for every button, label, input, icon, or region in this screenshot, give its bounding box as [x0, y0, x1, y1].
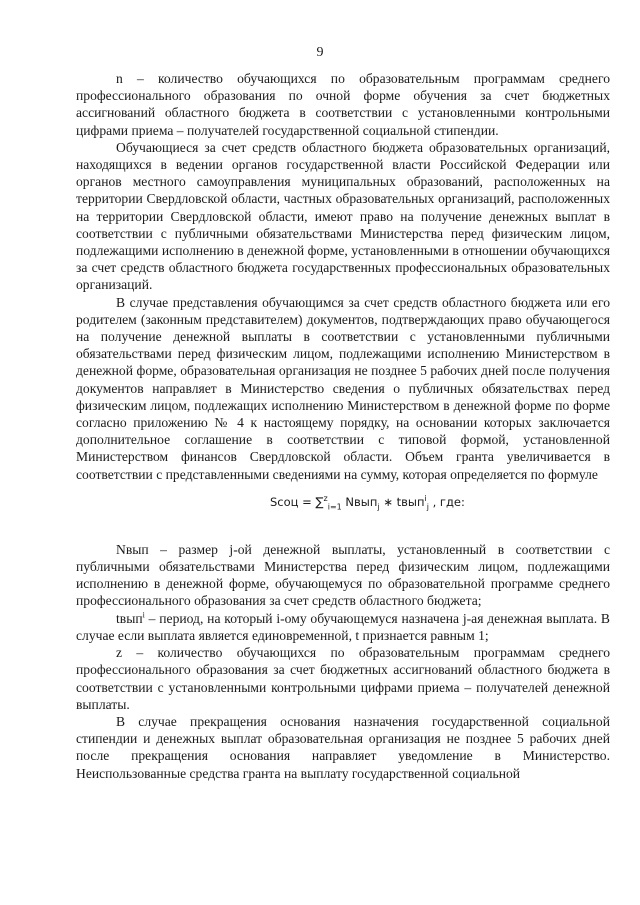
formula-lhs: Sсоц = [270, 494, 316, 509]
formula-term-nvyp-index: j [377, 502, 380, 512]
paragraph: z – количество обучающихся по образовательным программам среднего профессионального образования за счет бюджетных ассигнований областного бюджета в соответствии с установленными контрольными цифрами приема – получателей денежной выплаты. [76, 645, 610, 712]
paragraph-tvyp [76, 610, 610, 644]
formula-tail: , где: [428, 494, 465, 509]
formula-term-nvyp: Nвып [341, 494, 378, 509]
formula-sum-lower: i=1 [327, 502, 342, 512]
tvyp-text: – период, на который i-ому обучающемуся назначена j-ая денежная выплата. В случае если выплата является единовременной, t признается равным 1; [76, 610, 610, 643]
formula-sum-sign: ∑ [315, 494, 324, 509]
page-number: 9 [316, 45, 324, 60]
paragraph: n – количество обучающихся по образовательным программам среднего профессионального образования по очной форме обучения за счет бюджетных ассигнований областного бюджета в соответствии с установленными контрольными цифрами приема – получателей государственной социальной стипендии. [76, 71, 610, 138]
paragraph: В случае представления обучающимся за счет средств областного бюджета или его родителем (законным представителем) документов, подтверждающих право обучающегося на получение денежной выплаты в соответствии с установленными публичными обязательствами перед физическим лицом, подлежащими исполнению Министерством в денежной форме, образовательная организация не позднее 5 рабочих дней после получения документов направляет в Министерство сведения о публичных обязательствах перед физическим лицом, подлежащих исполнению Министерством в денежной форме по форме согласно приложению № 4 к настоящему порядку, на основании которых заключается дополнительное соглашение в соответствии с типовой формой, установленной Министерством финансов Свердловской области. Объем гранта увеличивается в соответствии с представленными сведениями на сумму, которая определяется по формуле [76, 294, 610, 482]
formula-term-tvyp-sub: j [426, 502, 429, 512]
paragraph: В случае прекращения основания назначения государственной социальной стипендии и денежных выплат образовательная организация не позднее 5 рабочих дней после прекращения основания направляет уведомление в Министерство. Неиспользованные средства гранта на выплату государственной социальной [76, 713, 610, 781]
tvyp-sup: i [142, 610, 145, 620]
paragraph: Обучающиеся за счет средств областного бюджета образовательных организаций, находящихся в ведении органов государственной власти Российской Федерации или органов местного самоуправления муниципальных образований, расположенных на территории Свердловской области, частных образовательных организаций, расположенных на территории Свердловской области, имеют право на получение денежных выплат в соответствии с публичными обязательствами Министерства перед физическим лицом, подлежащими исполнению в денежной форме, установленными в отношении обучающихся за счет средств областного бюджета государственных профессиональных образовательных организаций. [76, 139, 610, 293]
tvyp-symbol: tвып [116, 610, 143, 626]
formula-term-tvyp-sup: i [424, 494, 427, 504]
paragraph: Nвып – размер j-ой денежной выплаты, установленный в соответствии с публичными обязательствами Министерства перед физическим лицом, подлежащими исполнению в денежной форме, обучающемуся по образовательной программе среднего профессионального образования за счет средств областного бюджета; [76, 541, 610, 609]
grant-formula [76, 493, 610, 511]
formula-term-tvyp: ∗ tвып [379, 494, 425, 509]
formula-sum-upper: z [323, 494, 328, 504]
document-body [76, 70, 610, 782]
